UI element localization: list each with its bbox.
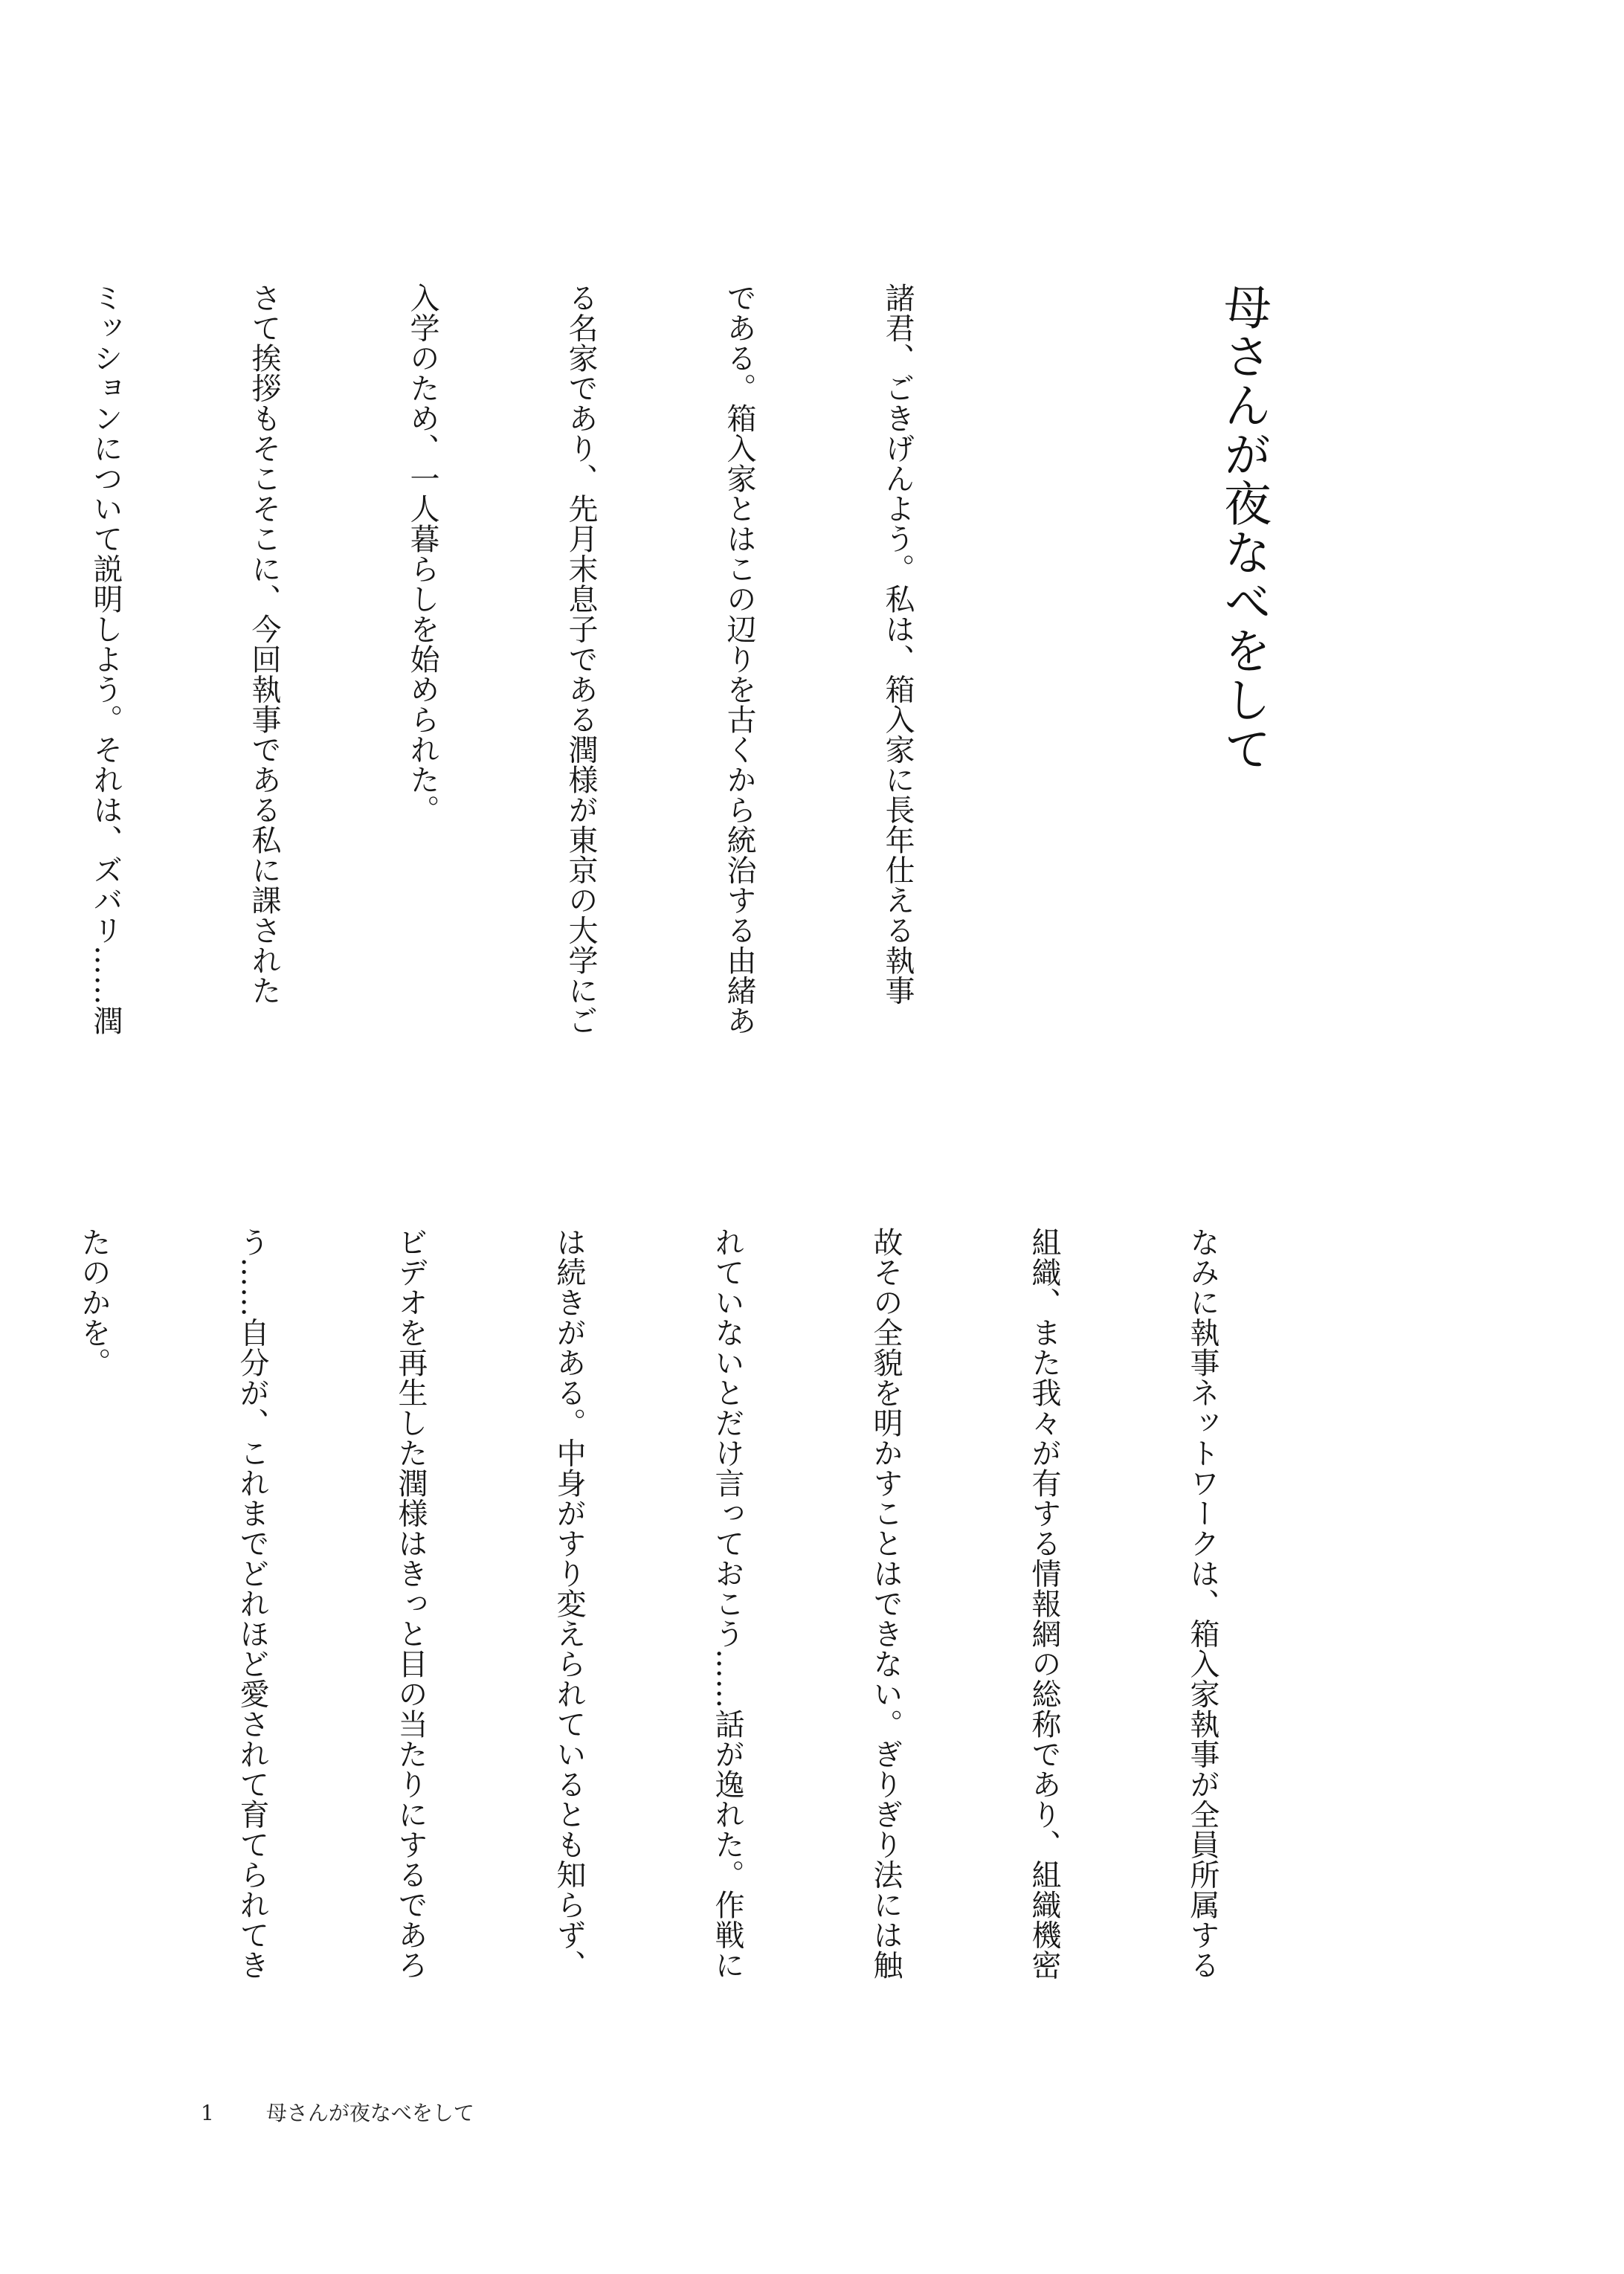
text-column: ビデオを再生した潤様はきっと目の当たりにするであろ: [393, 1227, 428, 1980]
text-column: さて挨拶もそこそこに、今回執事である私に課された: [247, 283, 281, 1005]
text-column: 入学のため、一人暮らしを始められた。: [405, 283, 439, 825]
text-column: 組織、また我々が有する情報網の総称であり、組織機密: [1027, 1227, 1061, 1980]
body-text-lower: [0, 1227, 1334, 2008]
page-number: 1: [201, 2101, 214, 2125]
text-column: は続きがある。中身がすり変えられているとも知らず、: [552, 1227, 586, 1980]
text-column: である。箱入家とはこの辺りを古くから統治する由緒あ: [722, 283, 756, 1036]
story-title: 母さんが夜なべをして: [1216, 283, 1271, 773]
text-column: 諸君、ごきげんよう。私は、箱入家に長年仕える執事: [880, 283, 915, 1005]
text-column: る名家であり、先月末息子である潤様が東京の大学にご: [564, 283, 598, 1036]
text-column: ミッションについて説明しよう。それは、ズバリ……潤: [88, 283, 123, 1036]
text-column: なみに執事ネットワークは、箱入家執事が全員所属する: [1185, 1227, 1219, 1980]
text-column: う……自分が、これまでどれほど愛されて育てられてき: [235, 1227, 269, 1980]
text-column: たのかを。: [77, 1227, 111, 1378]
page-footer: [201, 2097, 474, 2127]
text-column: れていないとだけ言っておこう……話が逸れた。作戦に: [710, 1227, 744, 1980]
text-column: 故その全貌を明かすことはできない。ぎりぎり法には触: [869, 1227, 903, 1980]
running-title: 母さんが夜なべをして: [265, 2101, 474, 2125]
body-text-upper: [0, 283, 1029, 1063]
